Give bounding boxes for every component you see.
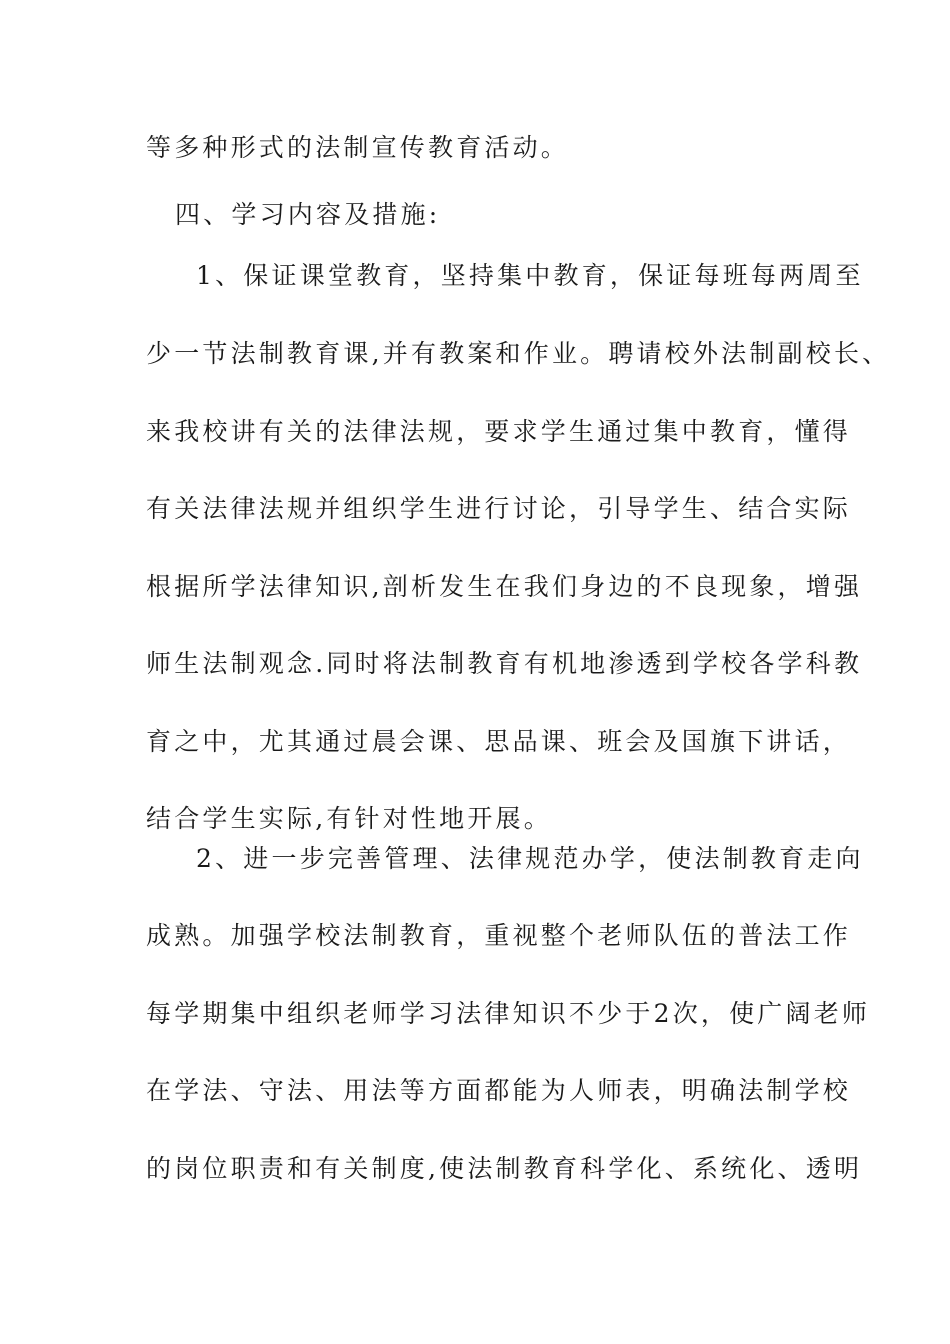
- paragraph-line: 根据所学法律知识,剖析发生在我们身边的不良现象，增强: [146, 572, 863, 601]
- paragraph-line: 来我校讲有关的法律法规，要求学生通过集中教育，懂得: [146, 417, 852, 446]
- paragraph-line: 结合学生实际,有针对性地开展。: [146, 804, 552, 833]
- paragraph-line: 在学法、守法、用法等方面都能为人师表，明确法制学校: [146, 1076, 852, 1105]
- section-heading: 四、学习内容及措施:: [175, 200, 441, 229]
- paragraph-line: 每学期集中组织老师学习法律知识不少于2次，使广阔老师: [146, 999, 871, 1028]
- paragraph-line: 1、保证课堂教育，坚持集中教育，保证每班每两周至: [196, 261, 864, 290]
- paragraph-line: 师生法制观念.同时将法制教育有机地渗透到学校各学科教: [146, 649, 863, 678]
- paragraph-line: 成熟。加强学校法制教育，重视整个老师队伍的普法工作: [146, 921, 852, 950]
- paragraph-line: 育之中，尤其通过晨会课、思品课、班会及国旗下讲话，: [146, 727, 852, 756]
- paragraph-line: 有关法律法规并组织学生进行讨论，引导学生、结合实际: [146, 494, 852, 523]
- paragraph-line: 少一节法制教育课,并有教案和作业。聘请校外法制副校长、: [146, 339, 891, 368]
- paragraph-line: 等多种形式的法制宣传教育活动。: [146, 133, 570, 162]
- paragraph-line: 2、进一步完善管理、法律规范办学，使法制教育走向: [196, 844, 864, 873]
- paragraph-line: 的岗位职责和有关制度,使法制教育科学化、系统化、透明: [146, 1154, 863, 1183]
